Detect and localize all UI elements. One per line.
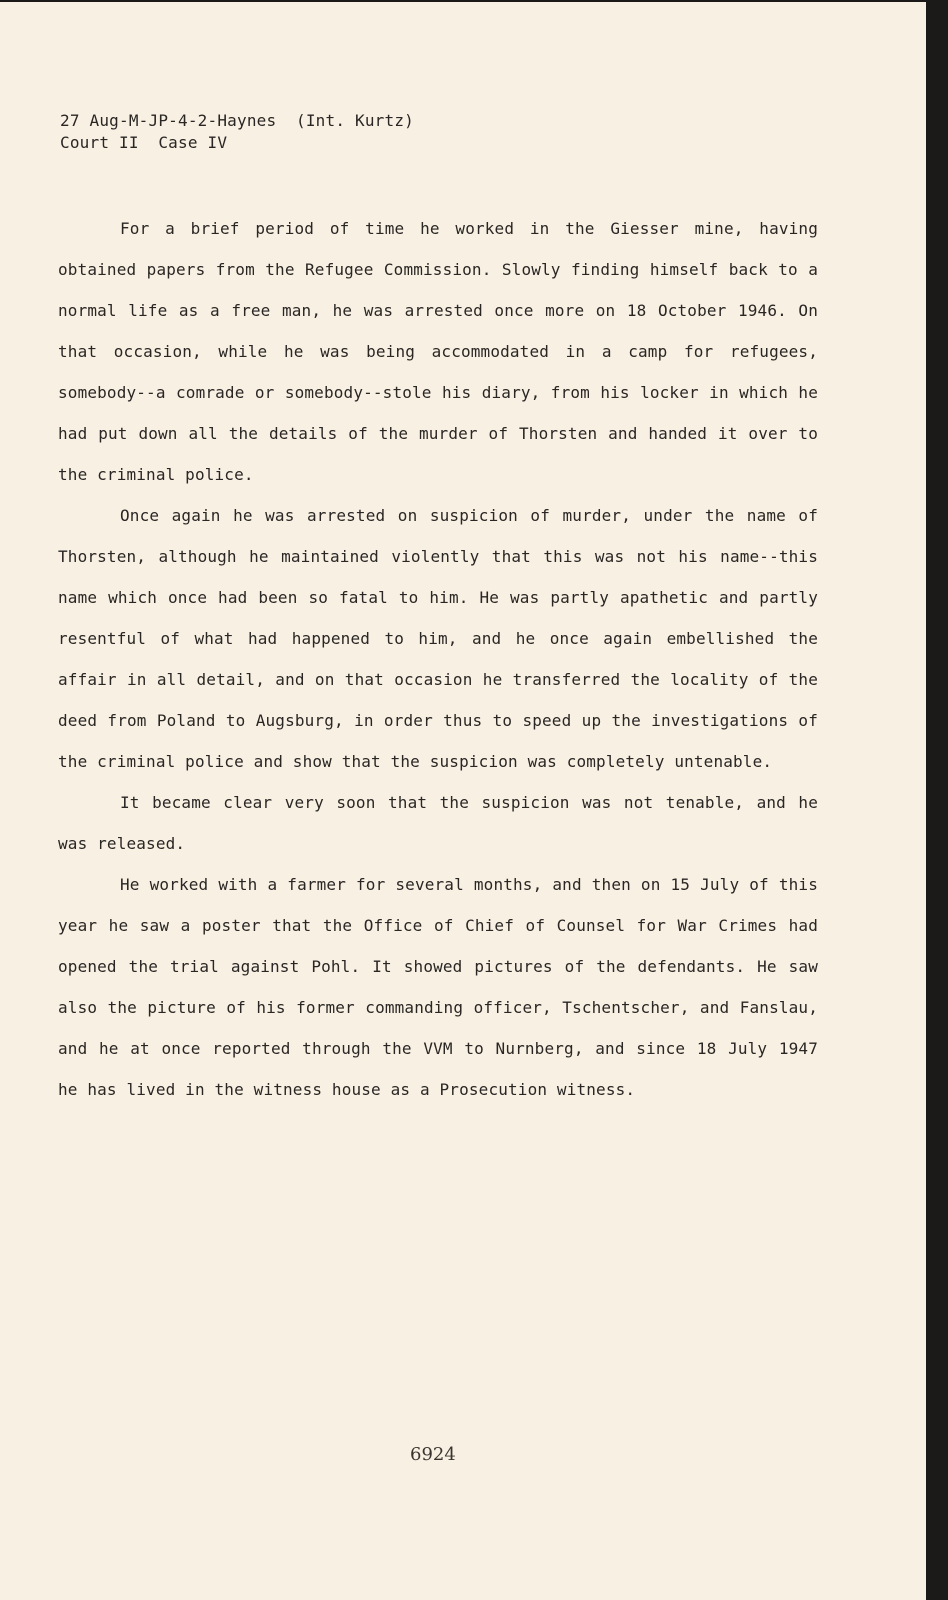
paragraph-3: It became clear very soon that the suspicion was not tenable, and he was released. [58, 793, 818, 853]
paragraph-2: Once again he was arrested on suspicion of murder, under the name of Thorsten, although he maintained violently that this was not his name--this name which once had been so fatal to him. He was partly apathetic and partly resentful of what had happened to him, and he once again embellished the affair in all detail, and on that occasion he transferred the locality of the deed from Poland to Augsburg, in order thus to speed up the investigations of the criminal police and show that the suspicion was completely untenable. [58, 506, 818, 771]
paragraph-1: For a brief period of time he worked in the Giesser mine, having obtained papers from the Refugee Commission. Slowly finding himself back to a normal life as a free man, he was arrested once more on 18 October 1946. On that occasion, while he was being accommodated in a camp for refugees, somebody--a comrade or somebody--stole his diary, from his locker in which he had put down all the details of the murder of Thorsten and handed it over to the criminal police. [58, 219, 818, 484]
header-session-line: 27 Aug-M-JP-4-2-Haynes (Int. Kurtz) [60, 111, 414, 130]
header-court-line: Court II Case IV [60, 133, 228, 152]
document-body [58, 208, 818, 1110]
page-number: 6924 [410, 1444, 456, 1465]
paragraph-4: He worked with a farmer for several months, and then on 15 July of this year he saw a poster that the Office of Chief of Counsel for War Crimes had opened the trial against Pohl. It showed pictures of the defendants. He saw also the picture of his former commanding officer, Tschentscher, and Fanslau, and he at once reported through the VVM to Nurnberg, and since 18 July 1947 he has lived in the witness house as a Prosecution witness. [58, 875, 818, 1099]
document-header [60, 110, 414, 154]
